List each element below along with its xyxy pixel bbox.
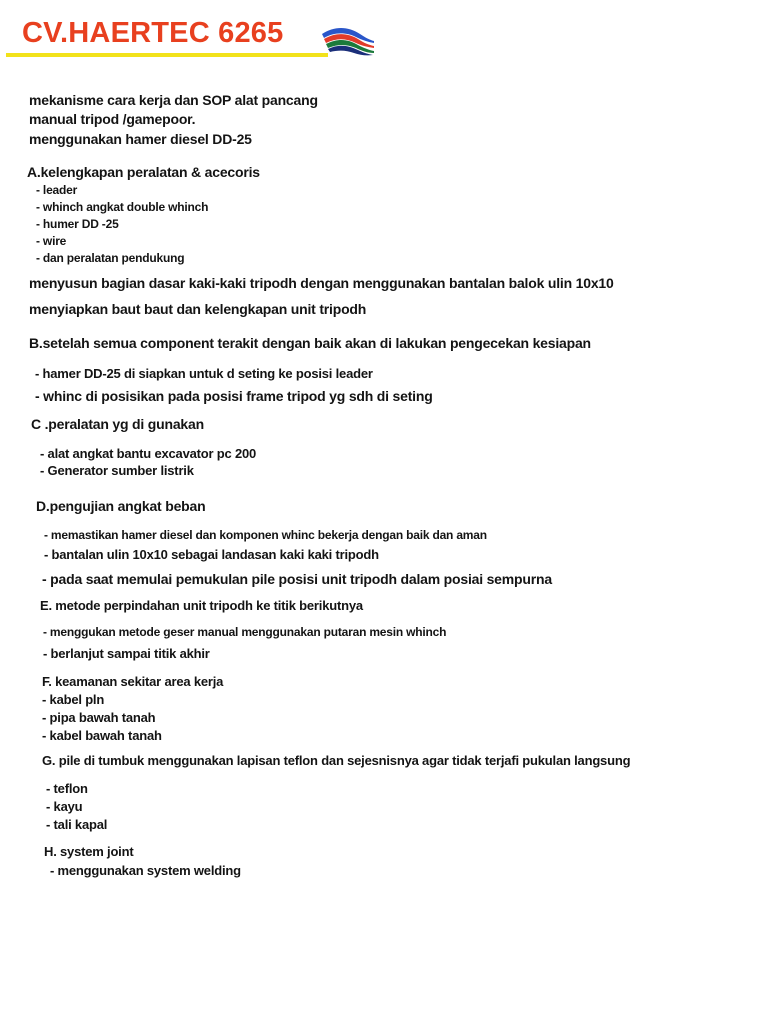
list-item: - kayu (46, 799, 83, 814)
list-item: - dan peralatan pendukung (36, 251, 185, 265)
list-item: - whinch angkat double whinch (36, 200, 209, 214)
company-title: CV.HAERTEC 6265 (22, 17, 284, 49)
list-item: - bantalan ulin 10x10 sebagai landasan kaki kaki tripodh (44, 547, 379, 562)
list-item: - menggukan metode geser manual menggunakan putaran mesin whinch (43, 625, 447, 639)
section-d-heading: D.pengujian angkat beban (36, 498, 206, 514)
intro-line-3: menggunakan hamer diesel DD-25 (29, 131, 252, 147)
list-item: - pipa bawah tanah (42, 710, 156, 725)
list-item: - wire (36, 234, 67, 248)
section-f-heading: F. keamanan sekitar area kerja (42, 674, 224, 689)
section-a-note-2: menyiapkan baut baut dan kelengkapan unit tripodh (29, 301, 367, 317)
list-item: - tali kapal (46, 817, 108, 832)
section-a-note-1: menyusun bagian dasar kaki-kaki tripodh dengan menggunakan bantalan balok ulin 10x10 (29, 275, 614, 291)
list-item: - kabel bawah tanah (42, 728, 162, 743)
section-b-heading: B.setelah semua component terakit dengan baik akan di lakukan pengecekan kesiapan (29, 335, 591, 351)
list-item: - memastikan hamer diesel dan komponen whinc bekerja dengan baik dan aman (44, 528, 487, 542)
section-h-heading: H. system joint (44, 844, 134, 859)
list-item: - pada saat memulai pemukulan pile posisi unit tripodh dalam posiai sempurna (42, 571, 552, 587)
list-item: - humer DD -25 (36, 217, 119, 231)
list-item: - berlanjut sampai titik akhir (43, 646, 210, 661)
list-item: - Generator sumber listrik (40, 463, 194, 478)
section-g-heading: G. pile di tumbuk menggunakan lapisan teflon dan sejesnisnya agar tidak terjafi pukulan langsung (42, 753, 631, 768)
section-e-heading: E. metode perpindahan unit tripodh ke titik berikutnya (40, 598, 363, 613)
list-item: - hamer DD-25 di siapkan untuk d seting ke posisi leader (35, 366, 373, 381)
list-item: - whinc di posisikan pada posisi frame tripod yg sdh di seting (35, 388, 433, 404)
intro-line-2: manual tripod /gamepoor. (29, 111, 196, 127)
list-item: - teflon (46, 781, 88, 796)
section-c-heading: C .peralatan yg di gunakan (31, 416, 204, 432)
list-item: - kabel pln (42, 692, 105, 707)
list-item: - alat angkat bantu excavator pc 200 (40, 446, 257, 461)
list-item: - menggunakan system welding (50, 863, 241, 878)
intro-line-1: mekanisme cara kerja dan SOP alat pancang (29, 92, 318, 108)
section-a-heading: A.kelengkapan peralatan & acecoris (27, 164, 260, 180)
list-item: - leader (36, 183, 78, 197)
